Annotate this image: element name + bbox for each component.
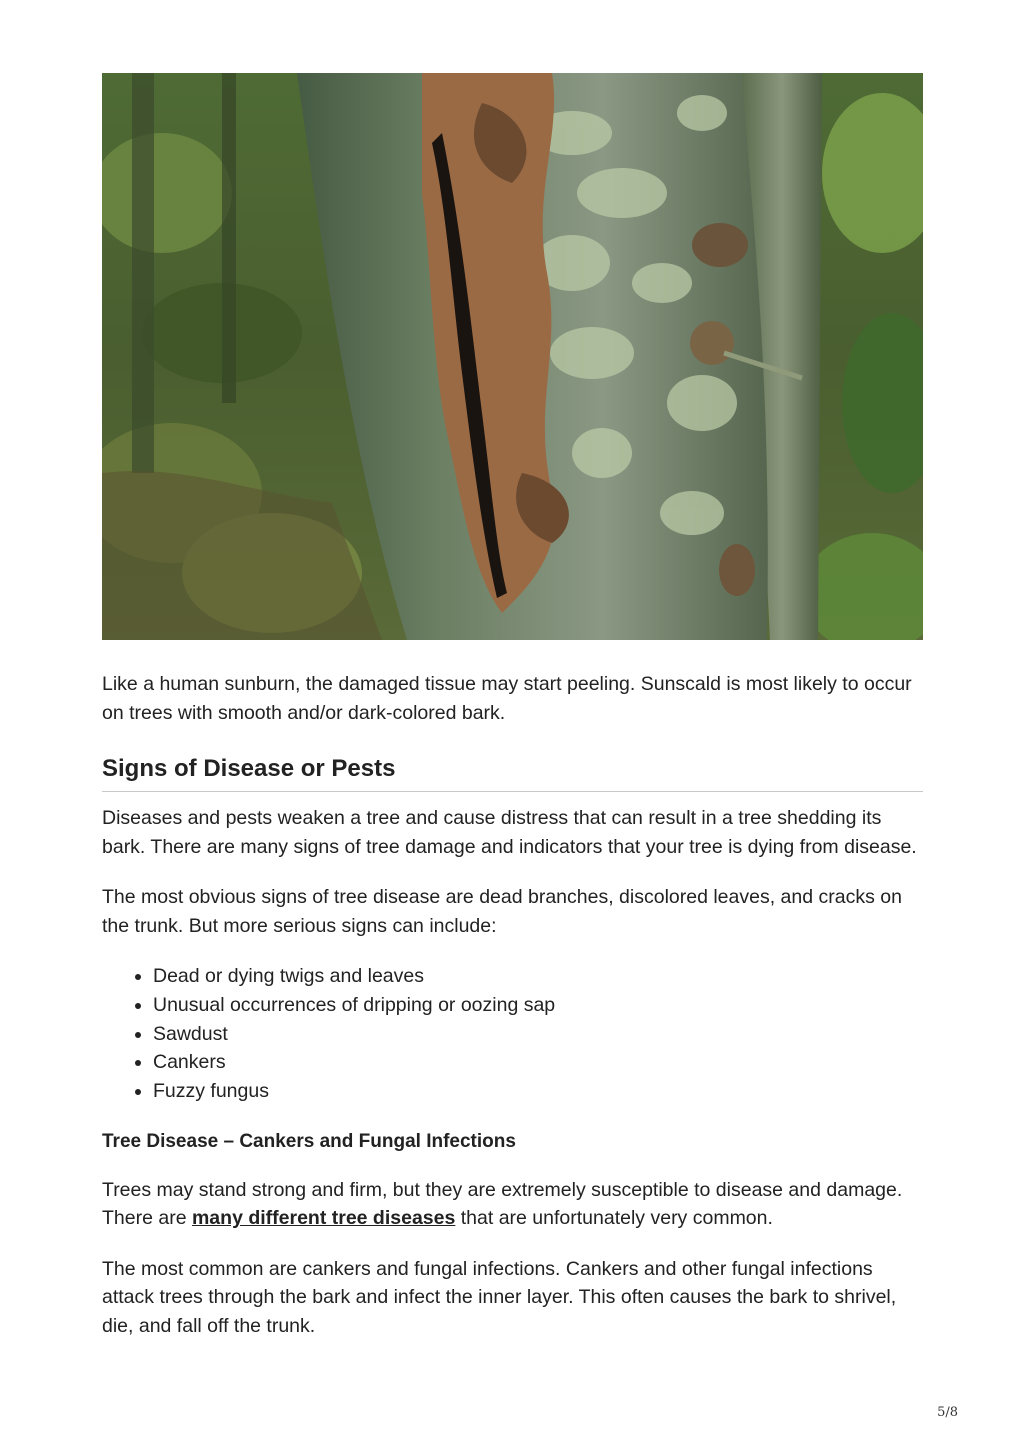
section-paragraph-1: Diseases and pests weaken a tree and cause distress that can result in a tree shedding its bark. There are many signs of tree damage and indicators that your tree is dying from disease. xyxy=(102,807,917,858)
page-number: 5/8 xyxy=(937,1405,958,1420)
subsection-paragraph-2: The most common are cankers and fungal infections. Cankers and other fungal infections attack trees through the bark and infect the inner layer. This often causes the bark to shrivel, die, and fall off the trunk. xyxy=(102,1257,897,1337)
subsection-heading: Tree Disease – Cankers and Fungal Infections xyxy=(102,1130,516,1152)
signs-list xyxy=(102,962,923,1106)
section-heading: Signs of Disease or Pests xyxy=(102,755,923,792)
list-item: • Fuzzy fungus xyxy=(153,1077,923,1106)
paragraph-text: that are unfortunately very common. xyxy=(455,1207,773,1230)
list-item: • Sawdust xyxy=(153,1020,923,1049)
paragraph-text: Trees may stand strong and firm, but they are extremely susceptible to disease and damage. There are xyxy=(102,1178,903,1230)
list-item: • Cankers xyxy=(153,1048,923,1077)
article-content xyxy=(102,670,923,1340)
intro-paragraph: Like a human sunburn, the damaged tissue may start peeling. Sunscald is most likely to occur on trees with smooth and/or dark-colored bark. xyxy=(102,673,912,724)
section-paragraph-2: The most obvious signs of tree disease are dead branches, discolored leaves, and cracks on the trunk. But more serious signs can include: xyxy=(102,886,902,937)
list-item: • Unusual occurrences of dripping or oozing sap xyxy=(153,991,923,1020)
tree-bark-photo xyxy=(102,73,923,640)
tree-diseases-link[interactable]: many different tree diseases xyxy=(191,1207,456,1230)
list-item: • Dead or dying twigs and leaves xyxy=(153,962,923,991)
subsection-paragraph-1 xyxy=(102,1176,923,1233)
